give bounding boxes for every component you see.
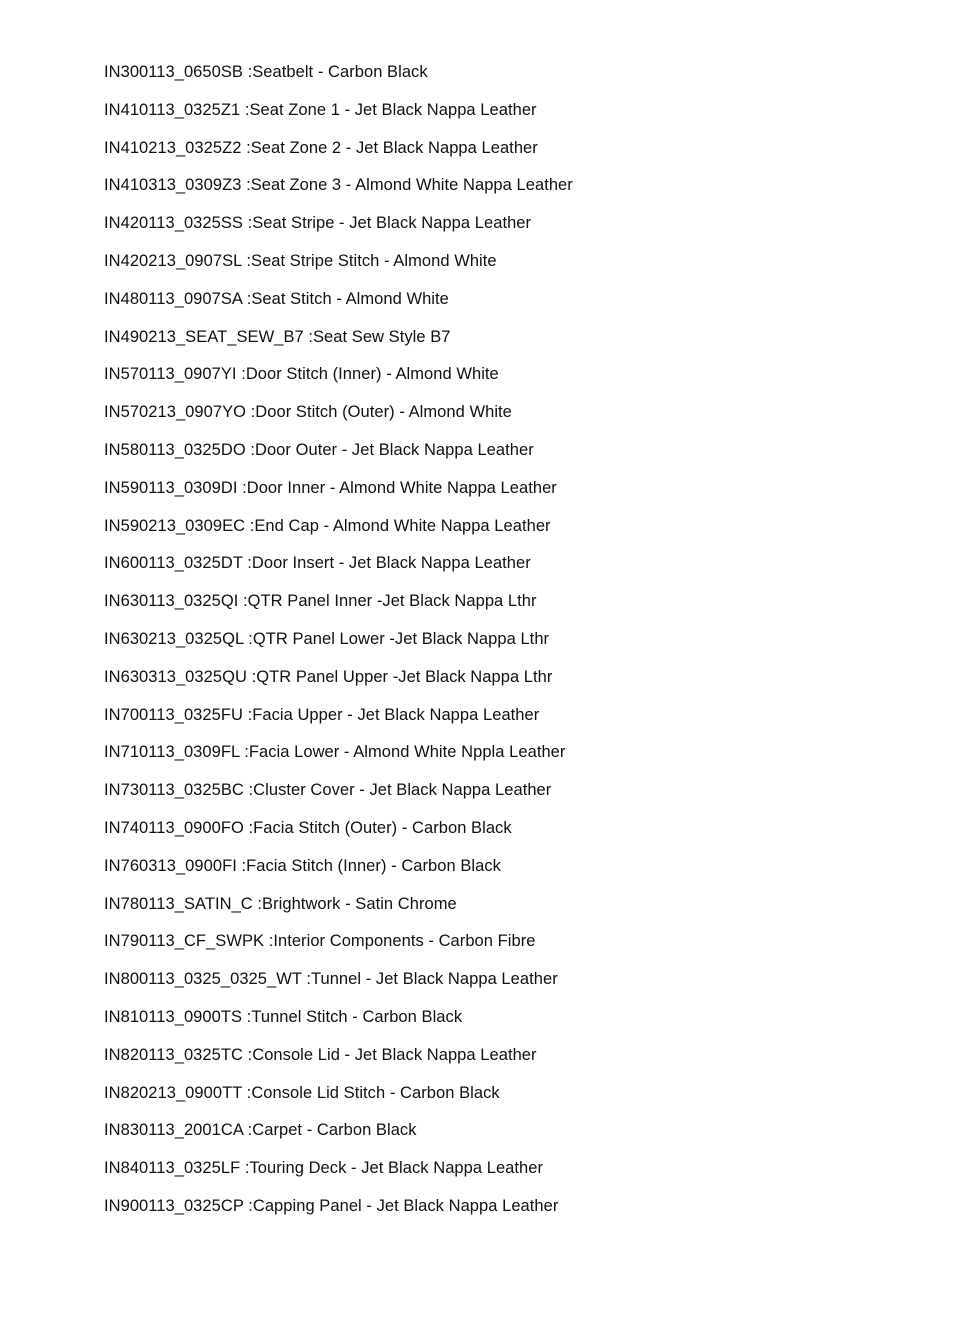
spec-line: IN490213_SEAT_SEW_B7 :Seat Sew Style B7	[104, 327, 451, 346]
spec-line: IN480113_0907SA :Seat Stitch - Almond White	[104, 289, 449, 308]
spec-line: IN410213_0325Z2 :Seat Zone 2 - Jet Black Nappa Leather	[104, 138, 538, 157]
spec-line: IN800113_0325_0325_WT :Tunnel - Jet Black Nappa Leather	[104, 970, 558, 989]
spec-line: IN700113_0325FU :Facia Upper - Jet Black Nappa Leather	[104, 705, 540, 724]
spec-line: IN760313_0900FI :Facia Stitch (Inner) - Carbon Black	[104, 856, 501, 875]
spec-line: IN600113_0325DT :Door Insert - Jet Black Nappa Leather	[104, 554, 531, 573]
spec-line: IN630113_0325QI :QTR Panel Inner -Jet Black Nappa Lthr	[104, 592, 537, 611]
spec-line: IN730113_0325BC :Cluster Cover - Jet Black Nappa Leather	[104, 781, 552, 800]
spec-line: IN300113_0650SB :Seatbelt - Carbon Black	[104, 63, 428, 81]
spec-line: IN410313_0309Z3 :Seat Zone 3 - Almond White Nappa Leather	[104, 176, 573, 195]
spec-line: IN410113_0325Z1 :Seat Zone 1 - Jet Black Nappa Leather	[104, 100, 537, 119]
spec-line: IN570213_0907YO :Door Stitch (Outer) - Almond White	[104, 403, 512, 422]
spec-line: IN710113_0309FL :Facia Lower - Almond White Nppla Leather	[104, 743, 566, 762]
spec-line: IN590213_0309EC :End Cap - Almond White Nappa Leather	[104, 516, 551, 535]
interior-spec-list	[104, 60, 573, 1232]
spec-line: IN840113_0325LF :Touring Deck - Jet Black Nappa Leather	[104, 1159, 544, 1178]
spec-line: IN630313_0325QU :QTR Panel Upper -Jet Black Nappa Lthr	[104, 667, 553, 686]
spec-line: IN790113_CF_SWPK :Interior Components - Carbon Fibre	[104, 932, 536, 951]
spec-line: IN570113_0907YI :Door Stitch (Inner) - Almond White	[104, 365, 499, 384]
spec-line: IN740113_0900FO :Facia Stitch (Outer) - Carbon Black	[104, 818, 512, 837]
spec-line: IN820213_0900TT :Console Lid Stitch - Carbon Black	[104, 1083, 500, 1102]
spec-line: IN820113_0325TC :Console Lid - Jet Black Nappa Leather	[104, 1045, 537, 1064]
spec-line: IN420213_0907SL :Seat Stripe Stitch - Almond White	[104, 251, 497, 270]
spec-line: IN580113_0325DO :Door Outer - Jet Black Nappa Leather	[104, 440, 534, 459]
spec-line: IN630213_0325QL :QTR Panel Lower -Jet Black Nappa Lthr	[104, 629, 550, 648]
spec-line: IN830113_2001CA :Carpet - Carbon Black	[104, 1121, 417, 1140]
spec-line: IN810113_0900TS :Tunnel Stitch - Carbon Black	[104, 1007, 463, 1026]
spec-line: IN590113_0309DI :Door Inner - Almond White Nappa Leather	[104, 478, 557, 497]
spec-line: IN900113_0325CP :Capping Panel - Jet Black Nappa Leather	[104, 1196, 559, 1215]
spec-line: IN780113_SATIN_C :Brightwork - Satin Chrome	[104, 894, 457, 913]
spec-line: IN420113_0325SS :Seat Stripe - Jet Black Nappa Leather	[104, 214, 532, 233]
